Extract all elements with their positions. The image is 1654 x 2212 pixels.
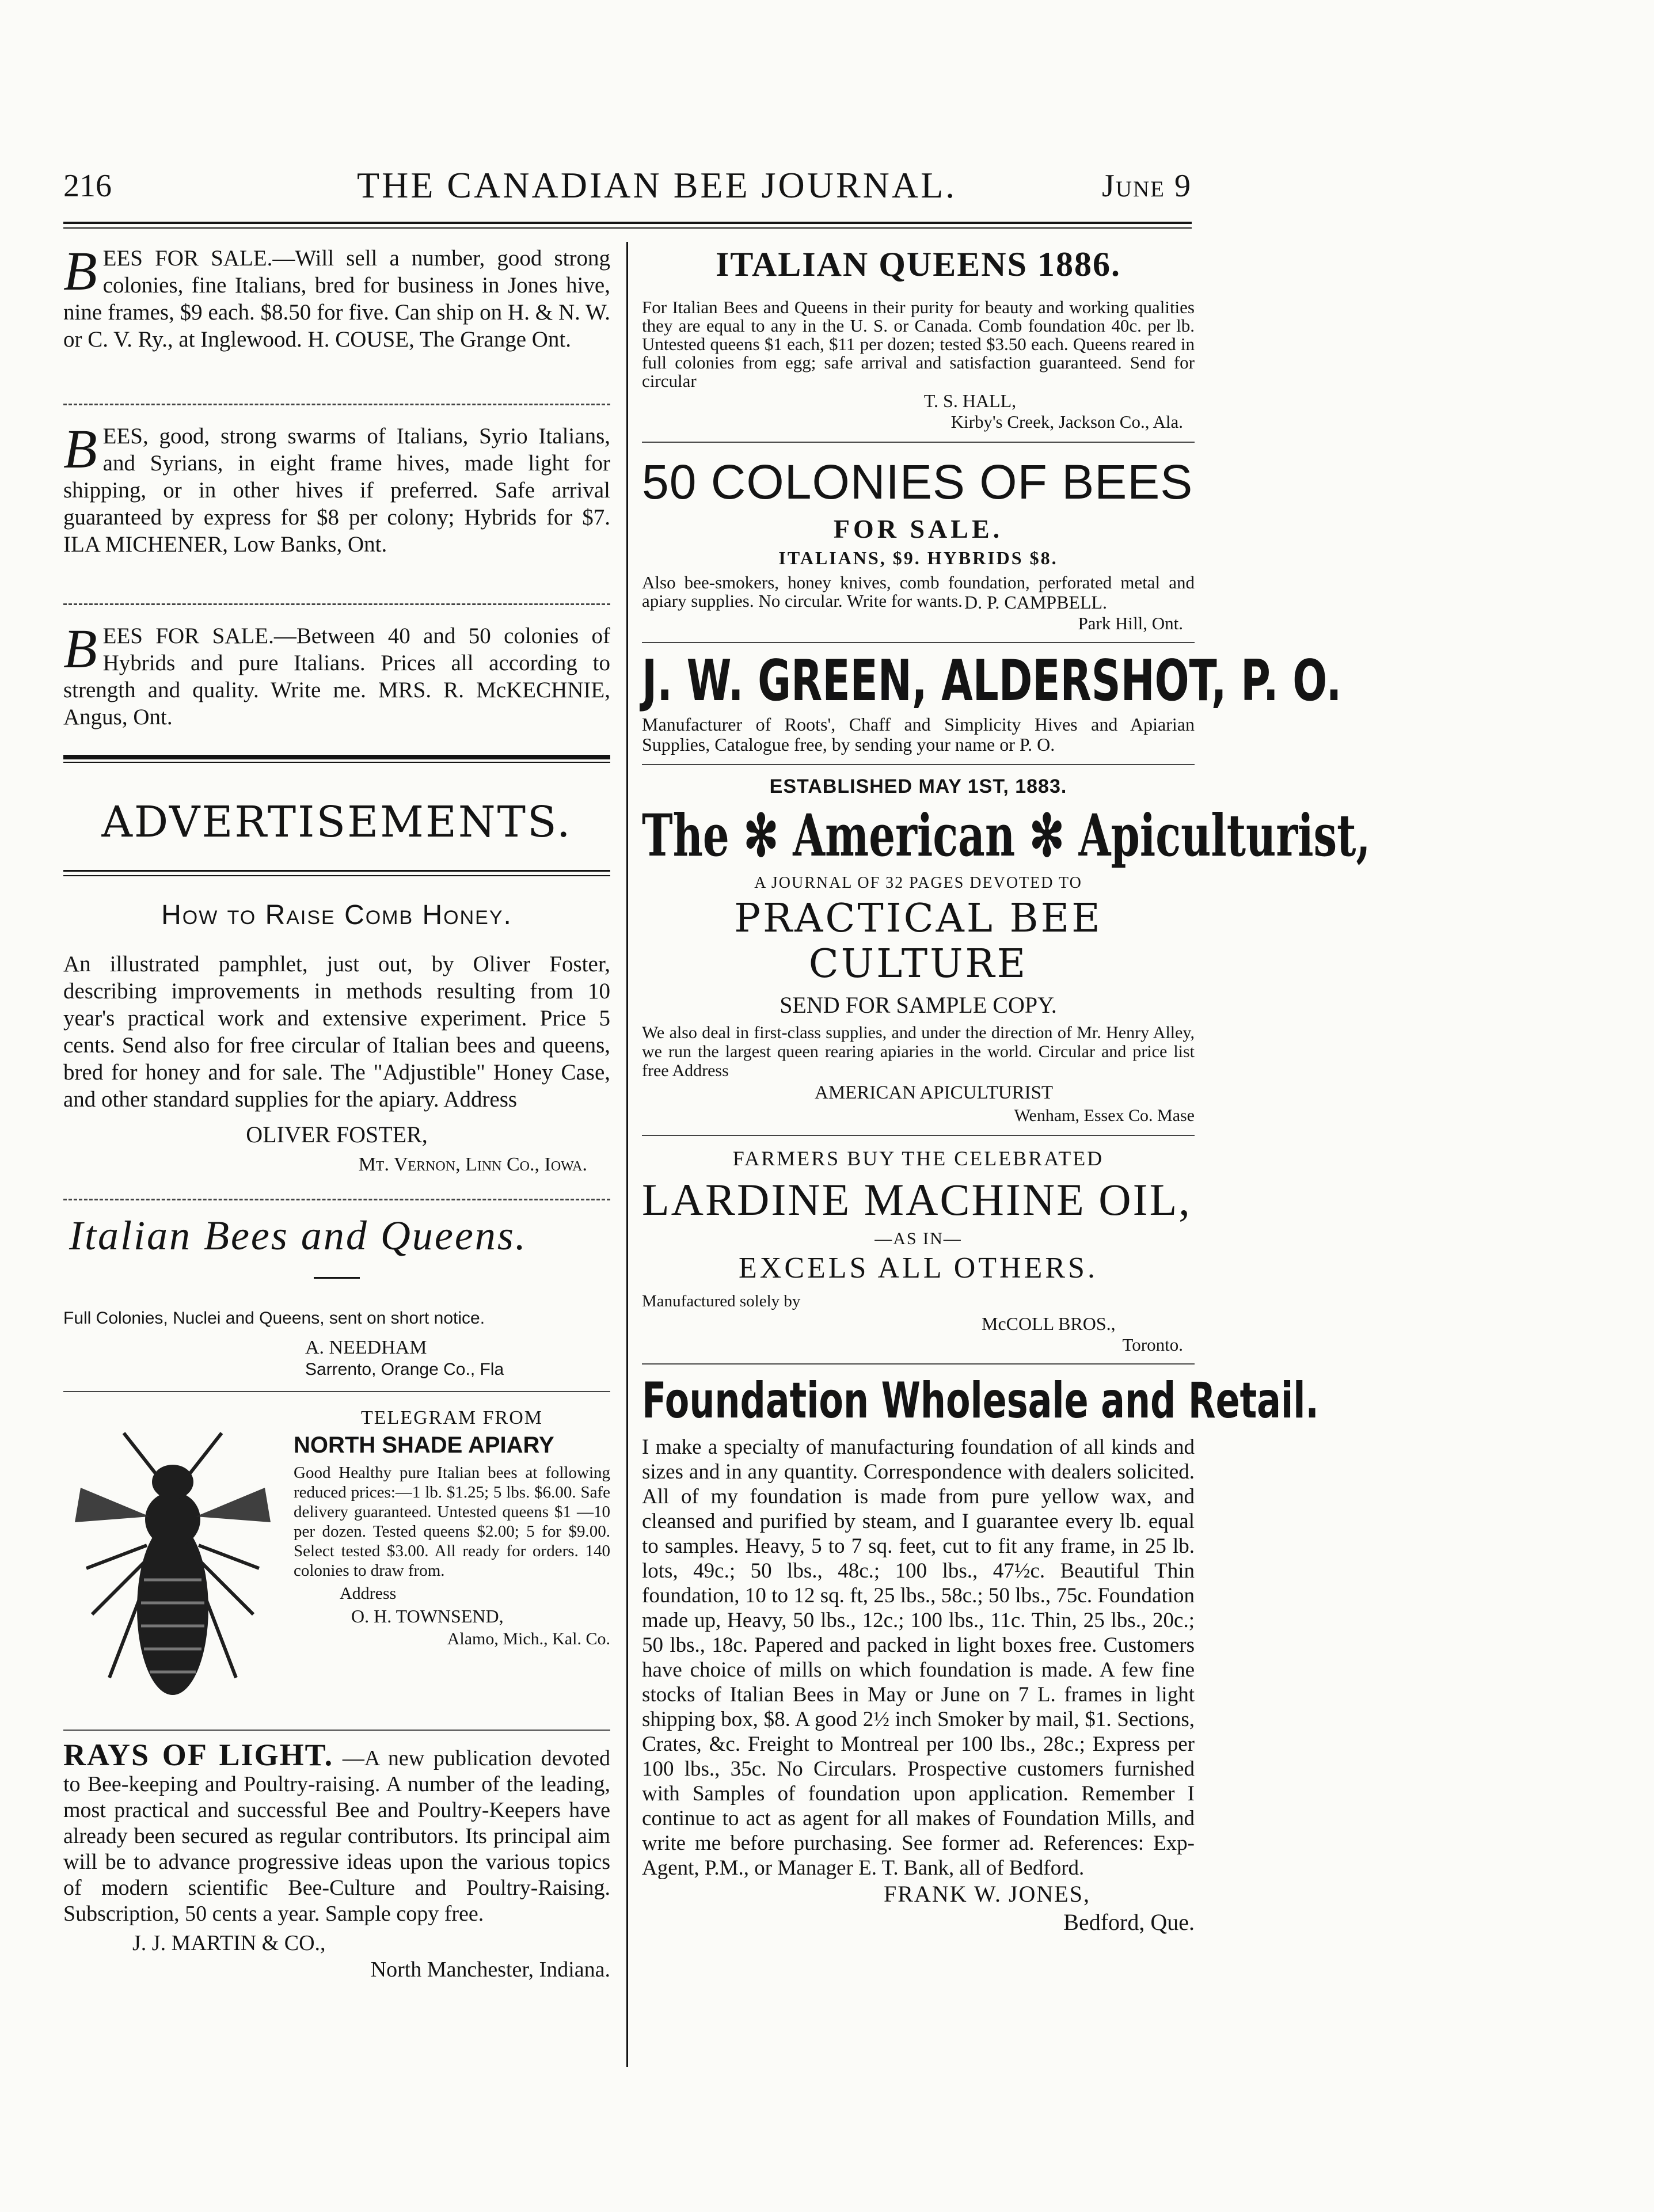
ad-text: We also deal in first-class supplies, and under the direction of Mr. Henry Alley, we run the largest queen rearing apiaries in the world. Circular and price list free Address [642, 1023, 1195, 1080]
separator [642, 1135, 1195, 1136]
rule [63, 870, 610, 872]
column-divider [626, 242, 628, 2067]
separator [642, 764, 1195, 765]
bee-illustration [69, 1419, 276, 1718]
ad-heading: 50 COLONIES OF BEES [642, 455, 1193, 509]
advertiser-name: McCOLL BROS., [982, 1313, 1116, 1334]
advertiser-address: Park Hill, Ont. [1078, 613, 1183, 633]
advertiser-address: Sarrento, Orange Co., Fla [305, 1360, 504, 1379]
ad-heading: How to Raise Comb Honey. [161, 900, 512, 930]
separator [642, 642, 1195, 643]
as-in-label: —AS IN— [874, 1229, 962, 1248]
ad-couse [63, 240, 610, 394]
ad-text: —A new publication devoted to Bee-keeping and Poultry-raising. A number of the leading, most practical and successful Bee and Poultry-Keepers have already been secured as regular contributors. Its principal aim will be to advance progressive ideas upon the various topics of modern scientific Bee-Culture and Poultry-Raising. Subscription, 50 cents a year. Sample copy free. [63, 1746, 610, 1926]
call-to-action: SEND FOR SAMPLE COPY. [780, 992, 1057, 1018]
established-line: ESTABLISHED MAY 1ST, 1883. [769, 776, 1067, 797]
advertiser-address: Mt. Vernon, Linn Co., Iowa. [358, 1154, 587, 1175]
journal-name: The ✻ American ✻ Apiculturist, [642, 801, 1371, 869]
advertiser-address: Toronto. [1122, 1335, 1183, 1355]
separator [63, 1199, 610, 1200]
advertiser-name: O. H. TOWNSEND, [351, 1606, 504, 1626]
ad-campbell [642, 454, 1195, 634]
ad-subheading: FOR SALE. [833, 514, 1003, 544]
right-column [642, 245, 1371, 1936]
product-name: LARDINE MACHINE OIL, [642, 1175, 1192, 1225]
ad-text: Full Colonies, Nuclei and Queens, sent on short notice. [63, 1309, 485, 1328]
ad-text: Good Healthy pure Italian bees at following reduced prices:—1 lb. $1.25; 5 lbs. $6.00. Safe delivery guaranteed. Untested queens $1 —10 per dozen. Tested queens $2.00; 5 for $9.00. Select tested $3.00. All ready for orders. 140 colonies to draw from. [294, 1464, 610, 1580]
advertiser-address: Wenham, Essex Co. Mase [1014, 1106, 1195, 1125]
issue-date: June 9 [1102, 168, 1192, 204]
header-rule-thin [63, 227, 1192, 229]
separator [63, 404, 610, 405]
ad-foster [63, 899, 610, 1176]
advertiser-name: T. S. HALL, [923, 390, 1017, 411]
ad-michener [63, 418, 610, 595]
advertiser-address: Bedford, Que. [1063, 1909, 1195, 1935]
page-header [63, 164, 1192, 216]
left-column [63, 240, 610, 1982]
short-rule [314, 1277, 360, 1279]
header-rule [63, 222, 1192, 224]
ad-green [642, 648, 1342, 755]
advertiser-address: North Manchester, Indiana. [370, 1958, 610, 1982]
ad-heading: RAYS OF LIGHT. [63, 1738, 334, 1772]
ad-needham [63, 1212, 610, 1379]
advertiser-name: AMERICAN APICULTURIST [815, 1082, 1054, 1103]
ad-mckechnie [63, 618, 610, 738]
ad-text: Also bee-smokers, honey knives, comb foundation, perforated metal and apiary supplies. No circular. Write for wants. [642, 572, 1195, 611]
advertiser-name: J. J. MARTIN & CO., [132, 1931, 326, 1955]
ad-martin [63, 1738, 610, 1982]
advertiser-name: D. P. CAMPBELL. [964, 592, 1108, 613]
journal-topic: PRACTICAL BEE CULTURE [734, 896, 1102, 987]
dropcap: B [63, 618, 97, 679]
advertiser-name: A. NEEDHAM [305, 1337, 427, 1358]
ad-intro: FARMERS BUY THE CELEBRATED [732, 1147, 1104, 1170]
ad-text: EES FOR SALE.—Will sell a number, good strong colonies, fine Italians, bred for business in Jones hive, nine frames, $9 each. $8.50 for five. Can ship on H. & N. W. or C. V. Ry., at Inglewood. H. COUSE, The Grange Ont. [63, 246, 610, 352]
ad-heading: J. W. GREEN, ALDERSHOT, P. O. [642, 648, 1342, 714]
telegram-label: TELEGRAM FROM [361, 1407, 543, 1428]
ad-text: EES, good, strong swarms of Italians, Syrio Italians, and Syrians, in eight frame hives, made light for shipping, or in other hives if preferred. Safe arrival guaranteed by express for $8 per colony; Hybrids for $7. ILA MICHENER, Low Banks, Ont. [63, 424, 610, 557]
apiary-name: NORTH SHADE APIARY [294, 1432, 554, 1458]
ad-text: EES FOR SALE.—Between 40 and 50 colonies of Hybrids and pure Italians. Prices all according to strength and quality. Write me. MRS. R. McKECHNIE, Angus, Ont. [63, 624, 610, 729]
ad-text: I make a specialty of manufacturing foundation of all kinds and sizes and in any quantity. Correspondence with dealers solicited. All of my foundation is made from pure yellow wax, and cleansed and purified by steam, and I guarantee every lb. equal to samples. Heavy, 5 to 7 sq. feet, cut to fit any frame, in 25 lb. lots, 49c.; 50 lbs., 48c.; 100 lbs., 47½c. Beautiful Thin foundation, 10 to 12 sq. ft, 25 lbs., 58c.; 50 lbs., 75c. Foundation made up, Heavy, 50 lbs., 12c.; 100 lbs., 11c. Thin, 25 lbs., 20c.; 50 lbs., 18c. Papered and packed in light boxes free. Customers have choice of mills on which foundation is made. A few fine stocks of Italian Bees in May or June on 7 L. frames in light shipping box, $8. A good 2½ inch Smoker by mail, $1. Sections, Crates, &c. Freight to Montreal per 100 lbs., 28c.; Express per 100 lbs., 35c. No Circulars. Prospective customers furnished with Samples of foundation upon application. Remember I continue to act as agent for all makes of Foundation Mills, and write me before purchasing. See former ad. References: Exp-Agent, P.M., or Manager E. T. Bank, all of Bedford. [642, 1435, 1195, 1880]
separator [63, 1391, 610, 1392]
address-label: Address [340, 1584, 397, 1603]
separator [642, 442, 1195, 443]
ad-text: For Italian Bees and Queens in their purity for beauty and working qualities they are equal to any in the U. S. or Canada. Comb foundation 40c. per lb. Untested queens $1 each, $11 per dozen; tested $3.50 each. Queens reared in full colonies from egg; safe arrival and satisfaction guaranteed. Send for circular [642, 297, 1195, 391]
separator [642, 1363, 1195, 1365]
advertiser-address: Kirby's Creek, Jackson Co., Ala. [950, 412, 1183, 432]
maker-label: Manufactured solely by [642, 1292, 801, 1310]
ad-mccoll [642, 1146, 1195, 1355]
price-line: ITALIANS, $9. HYBRIDS $8. [778, 548, 1058, 568]
page-number: 216 [63, 168, 112, 204]
advertiser-name: FRANK W. JONES, [884, 1881, 1090, 1907]
thin-rule [63, 762, 610, 763]
advertiser-name: OLIVER FOSTER, [246, 1122, 428, 1147]
ad-text: Manufacturer of Roots', Chaff and Simplicity Hives and Apiarian Supplies, Catalogue free, by sending your name or P. O. [642, 714, 1195, 755]
ad-text: An illustrated pamphlet, just out, by Oliver Foster, describing improvements in methods resulting from 10 year's practical work and extensive experiment. Price 5 cents. Send also for free circular of Italian bees and queens, bred for honey and for sale. The "Adjustible" Honey Case, and other standard supplies for the apiary. Address [63, 952, 610, 1112]
advertiser-address: Alamo, Mich., Kal. Co. [447, 1629, 610, 1648]
journal-title: THE CANADIAN BEE JOURNAL. [357, 165, 957, 206]
ad-apiculturist [642, 776, 1371, 1126]
thick-rule [63, 755, 610, 759]
ad-heading: ITALIAN QUEENS 1886. [715, 245, 1121, 283]
ad-heading: Foundation Wholesale and Retail. [642, 1372, 1319, 1430]
section-heading: ADVERTISEMENTS. [101, 797, 572, 847]
ad-hall [642, 245, 1195, 432]
separator [63, 1730, 610, 1731]
rule [63, 875, 610, 876]
ad-slogan: EXCELS ALL OTHERS. [739, 1252, 1098, 1284]
ad-heading: Italian Bees and Queens. [69, 1213, 527, 1259]
ad-jones [642, 1372, 1319, 1936]
journal-subtitle: A JOURNAL OF 32 PAGES DEVOTED TO [754, 874, 1082, 892]
separator [63, 603, 610, 605]
ad-townsend [63, 1407, 610, 1730]
dropcap: B [63, 240, 97, 302]
dropcap: B [63, 418, 97, 480]
